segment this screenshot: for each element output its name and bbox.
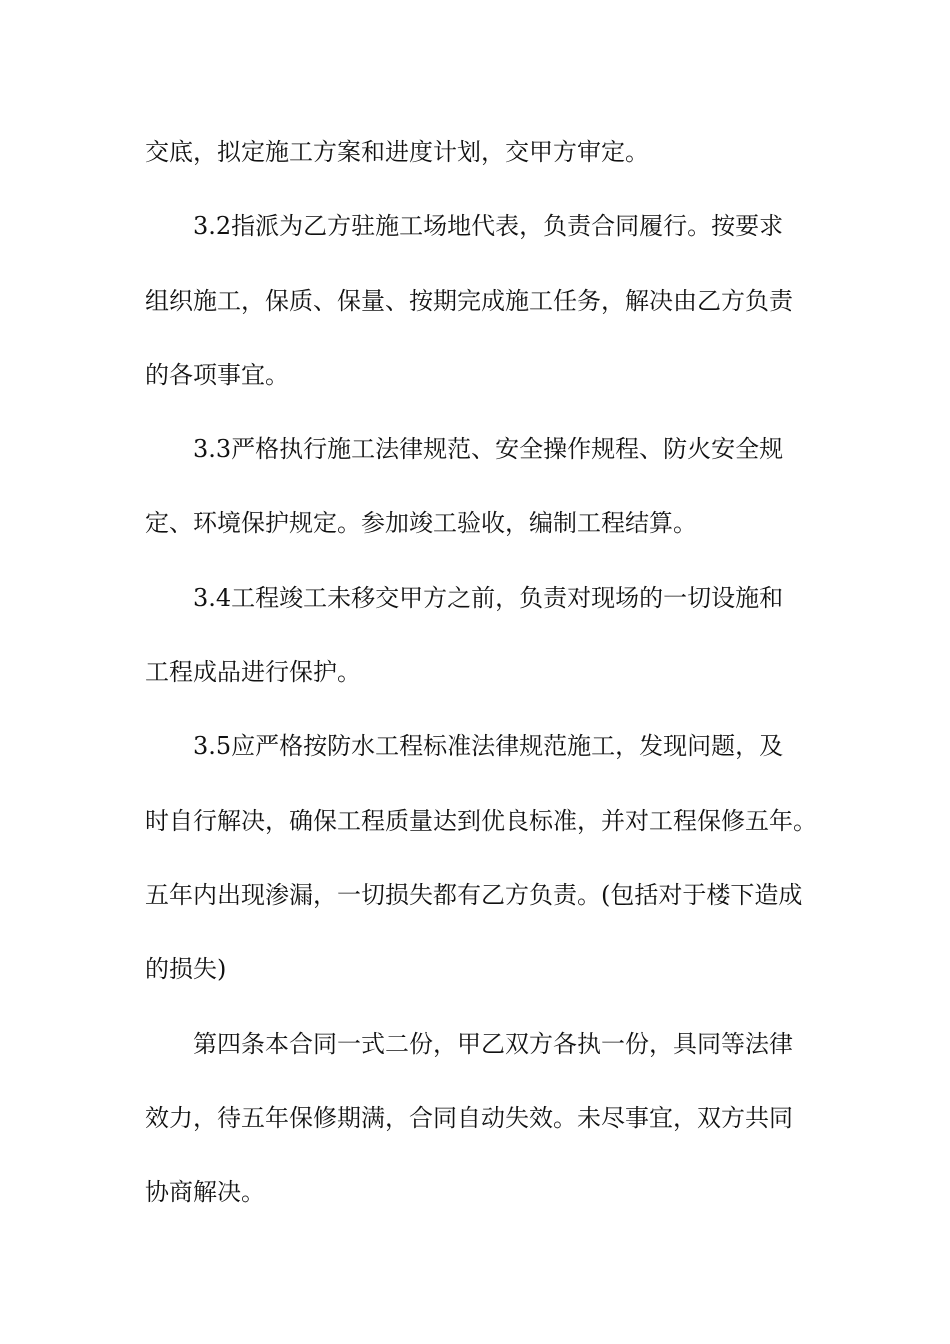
text-line: 工程成品进行保护。 xyxy=(145,658,361,687)
text-line: 时自行解决，确保工程质量达到优良标准，并对工程保修五年。 xyxy=(145,806,817,835)
text-line: 定、环境保护规定。参加竣工验收，编制工程结算。 xyxy=(145,509,697,538)
text-line: 协商解决。 xyxy=(145,1178,265,1207)
clause-3-3-line: 3.3严格执行施工法律规范、安全操作规程、防火安全规 xyxy=(193,435,784,464)
text-line: 的损失) xyxy=(145,955,227,984)
clause-3-4-line: 3.4工程竣工未移交甲方之前，负责对现场的一切设施和 xyxy=(193,583,784,612)
clause-3-5-line: 3.5应严格按防水工程标准法律规范施工，发现问题，及 xyxy=(193,732,784,761)
article-4-line: 第四条本合同一式二份，甲乙双方各执一份，具同等法律 xyxy=(193,1029,793,1058)
clause-3-2-line: 3.2指派为乙方驻施工场地代表，负责合同履行。按要求 xyxy=(193,212,784,241)
text-line: 的各项事宜。 xyxy=(145,360,289,389)
text-line: 五年内出现渗漏，一切损失都有乙方负责。(包括对于楼下造成 xyxy=(145,880,803,909)
text-line: 组织施工，保质、保量、按期完成施工任务，解决由乙方负责 xyxy=(145,286,793,315)
text-line: 效力，待五年保修期满，合同自动失效。未尽事宜，双方共同 xyxy=(145,1103,793,1132)
contract-body-text xyxy=(145,128,817,1242)
text-line: 交底，拟定施工方案和进度计划，交甲方审定。 xyxy=(145,138,649,166)
